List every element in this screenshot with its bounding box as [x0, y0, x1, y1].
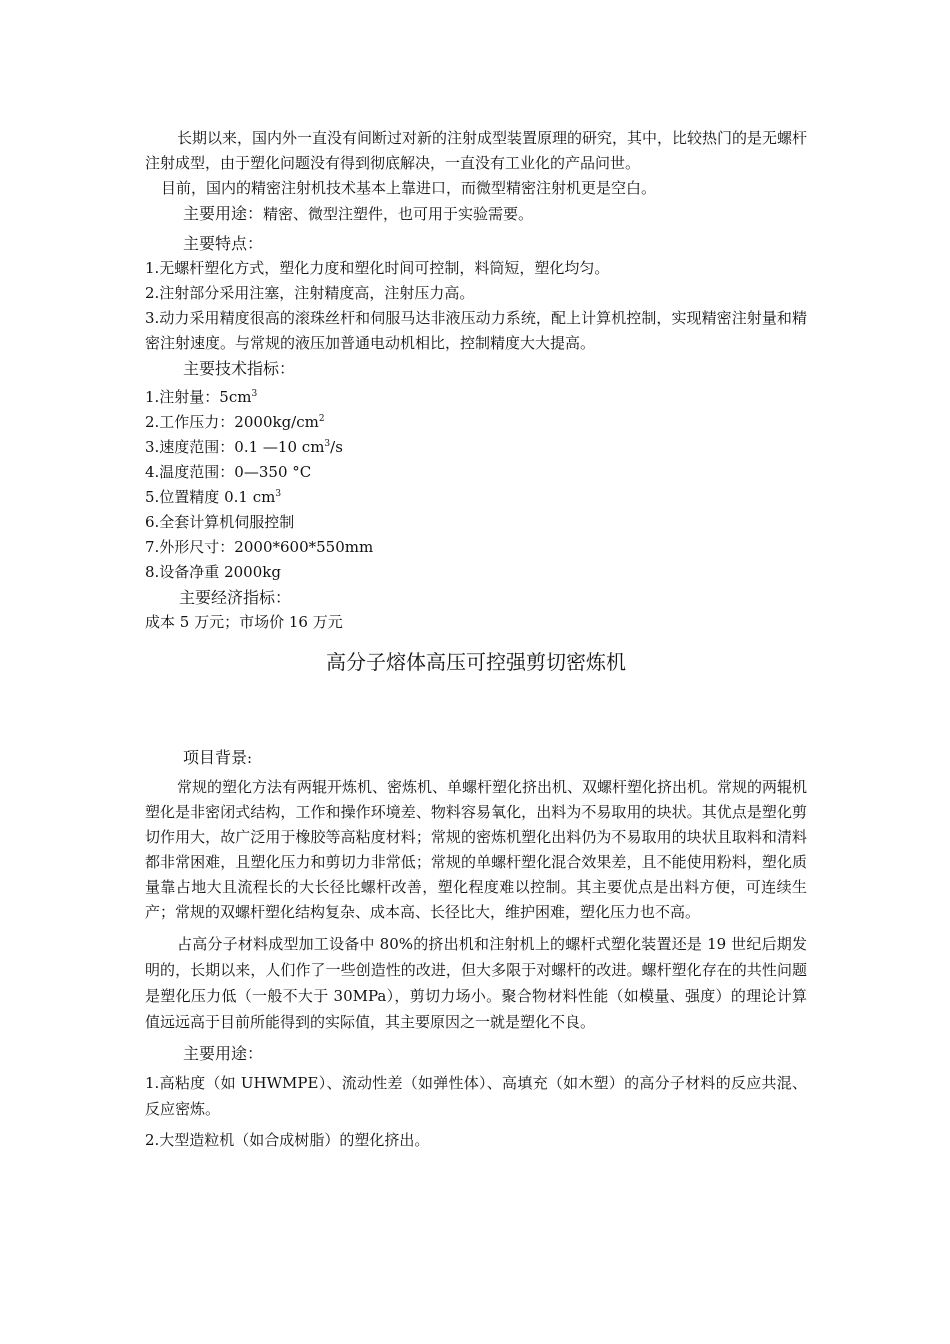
spec-item-7: 7.外形尺寸：2000*600*550mm — [145, 538, 374, 556]
spec-item-5: 5.位置精度 0.1 $cm^3$ — [145, 488, 282, 506]
section-title: 高分子熔体高压可控强剪切密炼机 — [326, 650, 626, 674]
spec-heading: 主要技术指标： — [183, 359, 296, 378]
spec-item-8: 8.设备净重 2000kg — [145, 563, 281, 581]
background-paragraph-2: 占高分子材料成型加工设备中 80%的挤出机和注射机上的螺杆式塑化装置还是 19 世纪后期发明的，长期以来，人们作了一些创造性的改进，但大多限于对螺杆的改进。螺杆塑化存在的共性问题是塑化压力低（一般不大于 30MPa），剪切力场小。聚合物材料性能（如模量、强度）的理论计算值远远高于目前所能得到的实际值，其主要原因之一就是塑化不良。 — [145, 935, 807, 1031]
background-heading: 项目背景: — [183, 748, 253, 767]
section2-use-item-2: 2.大型造粒机（如合成树脂）的塑化挤出。 — [145, 1131, 430, 1149]
feature-item-1: 1.无螺杆塑化方式，塑化力度和塑化时间可控制，料筒短，塑化均匀。 — [145, 259, 610, 277]
intro-paragraph-1: 长期以来，国内外一直没有间断过对新的注射成型装置原理的研究，其中，比较热门的是无螺杆注射成型，由于塑化问题没有得到彻底解决，一直没有工业化的产品问世。 — [145, 129, 808, 172]
spec-item-3: 3.速度范围：0.1 —10 $cm^3/s$ — [145, 438, 343, 456]
main-use-text: 精密、微型注塑件，也可用于实验需要。 — [263, 205, 534, 223]
intro-paragraph-2: 目前，国内的精密注射机技术基本上靠进口，而微型精密注射机更是空白。 — [161, 179, 657, 197]
economic-text: 成本 5 万元；市场价 16 万元 — [145, 613, 343, 631]
spec-item-6: 6.全套计算机伺服控制 — [145, 513, 295, 531]
economic-heading: 主要经济指标： — [179, 588, 292, 607]
feature-heading: 主要特点： — [183, 234, 264, 253]
spec-item-1: 1.注射量：$5cm^3$ — [145, 388, 258, 406]
feature-item-2: 2.注射部分采用注塞，注射精度高，注射压力高。 — [145, 284, 475, 302]
spec-item-4: 4.温度范围：0—350 °C — [145, 463, 312, 481]
background-paragraph-1: 常规的塑化方法有两辊开炼机、密炼机、单螺杆塑化挤出机、双螺杆塑化挤出机。常规的两辊机塑化是非密闭式结构，工作和操作环境差、物料容易氧化，出料为不易取用的块状。其优点是塑化剪切作用大，故广泛用于橡胶等高粘度材料；常规的密炼机塑化出料仍为不易取用的块状且取料和清料都非常困难，且塑化压力和剪切力非常低；常规的单螺杆塑化混合效果差，且不能使用粉料，塑化质量靠占地大且流程长的大长径比螺杆改善，塑化程度难以控制。其主要优点是出料方便，可连续生产；常规的双螺杆塑化结构复杂、成本高、长径比大，维护困难，塑化压力也不高。 — [145, 778, 808, 921]
document-page — [145, 126, 807, 1153]
spec-item-2: 2.工作压力：$2000kg/cm^2$ — [145, 413, 325, 431]
spec-list — [145, 385, 807, 585]
section2-use-item-1: 1.高粘度（如 UHWMPE）、流动性差（如弹性体）、高填充（如木塑）的高分子材料的反应共混、反应密炼。 — [145, 1074, 807, 1118]
main-use-line — [145, 201, 807, 227]
main-use-heading: 主要用途： — [183, 204, 264, 223]
feature-item-3: 3.动力采用精度很高的滚珠丝杆和伺服马达非液压动力系统，配上计算机控制，实现精密注射量和精密注射速度。与常规的液压加普通电动机相比，控制精度大大提高。 — [145, 309, 807, 352]
section2-use-heading: 主要用途： — [183, 1044, 264, 1063]
